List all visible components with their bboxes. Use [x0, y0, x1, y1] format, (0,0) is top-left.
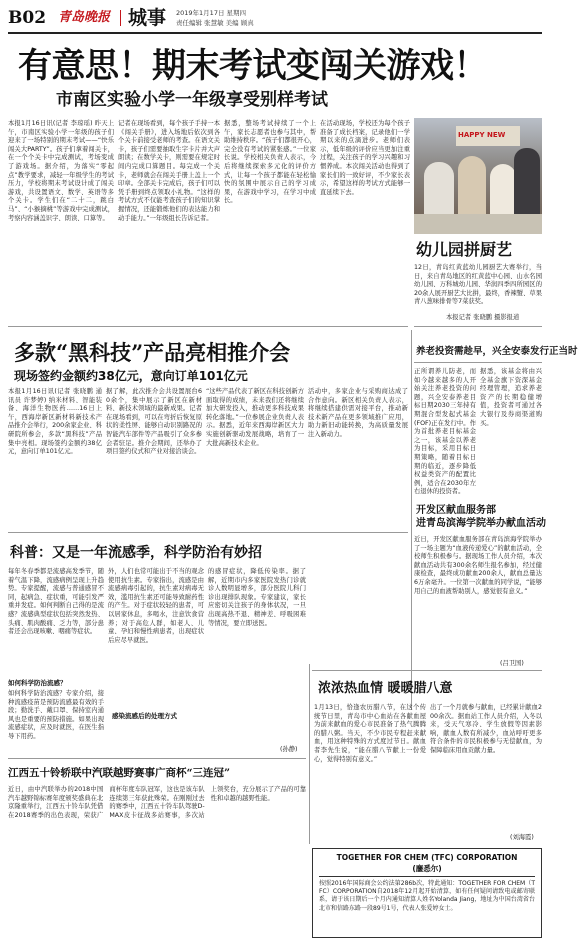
blood-headline: 浓浓热血情 暖暖腊八意 [318, 681, 453, 696]
newspaper-logo: 青岛晚报 [58, 10, 111, 25]
tech-subhead: 现场签约金额约38亿元，意向订单101亿元 [14, 369, 248, 383]
editor-line: 责任编辑 张慧敏 美编 顾真 [176, 19, 254, 27]
tech-col-2: 据了解，此次推介会共设置展台60余个，集中展示了新区在新材料、新技术领域的最新成果。记者在现场看到，可以在弯折后恢复原状的柔性屏、能够自动识别路况的智能汽车部件等产品吸引了众多参会者驻足。推介会期间，还举办了项目签约仪式和产业对接洽谈会。 [106, 388, 202, 456]
section-divider [414, 326, 542, 327]
flu-col-3: 的感冒症状，降低传染率。据了解，近期市内多家医院发热门诊就诊人数明显增多，部分医院儿科门诊出现排队现象。专家建议，家长应密切关注孩子的身体状况，一旦出现高热不退、精神差、呼吸困难等情况，要立即送医。 [208, 568, 306, 627]
date-line: 2019年1月17日 星期四 [176, 9, 247, 17]
blood-credit: (刘海霞) [510, 834, 534, 841]
pension-headline: 养老投资需趁早，兴全安泰发行正当时 [416, 346, 578, 357]
masthead [0, 0, 550, 38]
kids-body: 12日，青岛红黄蓝幼儿园厨艺大赛举行，当日，来自青岛地区的红黄蓝中心园、山水名园幼儿园、万科城幼儿园、华润四季四所园区的20余人展开厨艺大比拼，最终，香辣蟹、草果青八葱味排骨等7菜获奖。 [414, 264, 542, 306]
section-title: 城事 [128, 7, 167, 29]
logo-divider [120, 10, 121, 26]
flu-col-2: 外，人们也常可能出于不当的观念使用抗生素。专家指出，流感是由流感病毒引起的，抗生素对病毒无效，滥用抗生素还可能导致耐药性的产生。对于症状较轻的患者，可以居家休息，多喝水，注意饮食营养；对于高危人群，如老人、儿童、孕妇和慢性病患者，出现症状后应尽早就医。 [108, 568, 204, 644]
tech-col-3: “这些产品代表了新区在科技创新方面取得的成绩，未来我们还将继续加大研发投入，推动更多科技成果转化落地。”一位参展企业负责人表示。据悉，近年来西海岸新区大力实施创新驱动发展战略，培育了一大批高新技术企业。 [206, 388, 304, 447]
exam-subhead: 市南区实验小学一年级享受别样考试 [56, 90, 328, 110]
flu-col-1-sub: 如何科学防治流感？ [8, 679, 67, 687]
flu-headline: 科普：又是一年流感季，科学防治有妙招 [10, 545, 262, 561]
tech-col-1: 本报1月16日讯(记者 张晓鹏 通讯员 许梦婷) 纳米材料、智能装备、海洋生物医药……16日上午，西海岸新区新材料新技术产品推介会举行，200余家企业、科研院所参会，多款“黑科技”产品集中亮相。现场签约金额约38亿元，意向订单101亿元。 [8, 388, 102, 456]
flu-col-1: 每年冬春季都是流感高发季节，随着气温下降，流感病例呈现上升趋势。专家提醒，流感与普通感冒不同，起病急、症状重，可能引发严重并发症。如何判断自己得的是流感？流感典型症状包括突然发热、头痛、肌肉酸痛、乏力等，部分患者还会出现咳嗽、咽痛等症状。 [8, 568, 104, 636]
section-divider [312, 670, 542, 671]
blood-col-2: 出了一个月就参与献血，已经累计献血200余次。据血站工作人员介绍，入冬以来，受天气寒冷、学生放假等因素影响，献血人数有所减少，血站呼吁更多符合条件的市民积极参与无偿献血，为保障临床用血贡献力量。 [430, 704, 542, 754]
blood-drive-body: 近日，开发区献血服务部在青岛滨海学院举办了一场主题为“血液传递爱心”的献血活动，全校师生积极参与。据现场工作人员介绍，本次献血活动共有300余名师生报名参加，经过健康检查，最终成功献血200余人，献血总量达6万余毫升。一位第一次献血的同学说，“能够用自己的血液帮助别人，感觉很有意义。” [414, 536, 542, 595]
exam-col-1: 本报1月16日讯(记者 李琼瑶) 昨天上午，市南区实验小学一年级的孩子们迎来了一场特别的期末考试——“快乐闯关大PARTY”。孩子们拿着闯关卡，在一个个关卡中完成测试，考场变成了游戏场。据介绍，为落实“零起点”教学要求，减轻一年级学生的考试压力，学校将期末考试设计成了闯关游戏，共设置语文、数学、英语等多个关卡。学生们在“二十二，跳白马”、“小猴摘桃”等游戏中完成测试，考察内容涵盖识字、朗读、口算等。 [8, 120, 114, 222]
section-divider [8, 532, 408, 533]
exam-col-3: 据悉，整场考试持续了一个上午，家长志愿者也参与其中，帮助维持秩序。“孩子们都很开心，完全没有考试的紧张感。”一位家长说。学校相关负责人表示，今后将继续探索多元化的评价方式，让每一个孩子都能在轻松愉快的氛围中展示自己的学习成果，在游戏中学习，在学习中成长。 [224, 120, 316, 205]
pension-body-1: 正所谓养儿防老，而如今越来越多的人开始关注养老投资的问题，兴全安泰养老目标日期2030三年持有期混合型发起式基金(FOF)正在发行中。作为首批养老目标基金之一，该基金以养老为目标，采用目标日期策略，随着目标日期的临近，逐步降低权益类资产的配置比例，适合在2030年左右退休的投资者。 [414, 368, 476, 496]
flu-col-2-sub: 感染流感后的处理方式 [112, 712, 177, 720]
auto-body: 近日，由中汽联举办的2018中国汽车越野锦标赛年度颁奖盛典在北京隆重举行，江西五十铃车队凭借在2018赛季的出色表现，荣获广商杯年度车队冠军，这也是该车队连续第三年获此殊荣。在刚刚过去的赛季中，江西五十铃车队驾驶D-MAX皮卡征战多站赛事，多次站上领奖台，充分展示了产品的可靠性和卓越的越野性能。 [8, 786, 306, 819]
flu-col-1b: 如何科学防治流感？专家介绍，接种流感疫苗是预防流感最有效的手段；勤洗手、戴口罩、保持室内通风也是重要的预防措施。如果出现流感症状，应及时就医，在医生指导下用药。 [8, 690, 104, 740]
notice-subtitle: (鏖悉尔) [412, 864, 442, 873]
exam-headline: 有意思！期末考试变闯关游戏！ [18, 46, 487, 86]
banner-text: HAPPY NEW [458, 131, 506, 139]
pension-rule [414, 362, 542, 363]
kids-credit: 本报记者 张晓鹏 摄影报道 [446, 314, 520, 321]
notice-rule [319, 876, 535, 877]
section-divider [8, 326, 408, 327]
exam-col-2: 记者在现场看到，每个孩子手持一本《闯关手册》，进入场地后依次到各个关卡前接受老师的考查。在语文关卡，孩子们需要抽取生字卡片并大声朗读；在数学关卡，则需要在规定时间内完成口算题目。每完成一个关卡，老师就会在闯关手册上盖上一个印章。全部关卡完成后，孩子们可以凭手册到终点领取小礼物。“这样的考试方式不仅能考查孩子们的知识掌握情况，还能锻炼他们的表达能力和动手能力。”一年级组长告诉记者。 [118, 120, 220, 222]
auto-headline: 江西五十铃轿联中汽联越野赛事广商杯“三连冠” [8, 767, 231, 779]
blood-col-1: 1月13日，恰逢农历腊八节，在这个传统节日里，青岛市中心血站在各献血屋为前来献血的爱心市民准备了热气腾腾的腊八粥。当天，不少市民专程赶来献血，用这种特殊的方式度过节日。献血者李先生说，“能在腊八节献上一份爱心，觉得特别有意义。” [314, 704, 426, 763]
notice-title: TOGETHER FOR CHEM (TFC) CORPORATION [336, 853, 518, 862]
notice-box [312, 848, 542, 938]
page-number: B02 [8, 8, 47, 28]
notice-body: 按照2016年国际商会公约法第286b次，特此通知：TOGETHER FOR CHEM（TFC）CORPORATION自2018年12月起开始清算，如有任何疑问请致电或邮寄联系，请于该日期后一个月内通知清算人姓名Yolanda Jiang，地址为中国台湾省台北市和信路东路一段89号1号，代表人张爱婷女士。 [319, 880, 535, 912]
tech-col-4: 活动中，多家企业与采购商达成了合作意向。新区相关负责人表示，将继续搭建供需对接平台，推动新技术新产品在更多领域推广应用，助力新旧动能转换，为高质量发展注入新动力。 [308, 388, 408, 438]
flu-credit: (孙静) [280, 746, 298, 753]
column-divider [309, 664, 310, 844]
exam-col-4: 在活动现场，学校还为每个孩子准备了成长档案，记录他们一学期以来的点滴进步。老师们表示，低年级的评价应当更加注重过程，关注孩子的学习兴趣和习惯养成。本次闯关活动也得到了家长们的一致好评，不少家长表示，希望这样的考试方式能够一直延续下去。 [320, 120, 410, 196]
table [414, 214, 542, 234]
tech-headline: 多款“黑科技”产品亮相推介会 [14, 340, 291, 365]
pension-body-2: 据悉，该基金将由兴全基金旗下资深基金经理管理，追求养老资产的长期稳健增值，投资者可通过各大银行及券商渠道购买。 [480, 368, 542, 427]
kindergarten-photo [414, 118, 542, 234]
blood-drive-headline: 开发区献血服务部 进青岛滨海学院举办献血活动 [416, 505, 546, 529]
blood-drive-credit: (吕卫国) [500, 660, 524, 667]
column-divider [411, 330, 412, 710]
masthead-rule [8, 32, 542, 34]
kids-headline: 幼儿园拼厨艺 [416, 240, 513, 259]
section-divider [8, 758, 306, 759]
